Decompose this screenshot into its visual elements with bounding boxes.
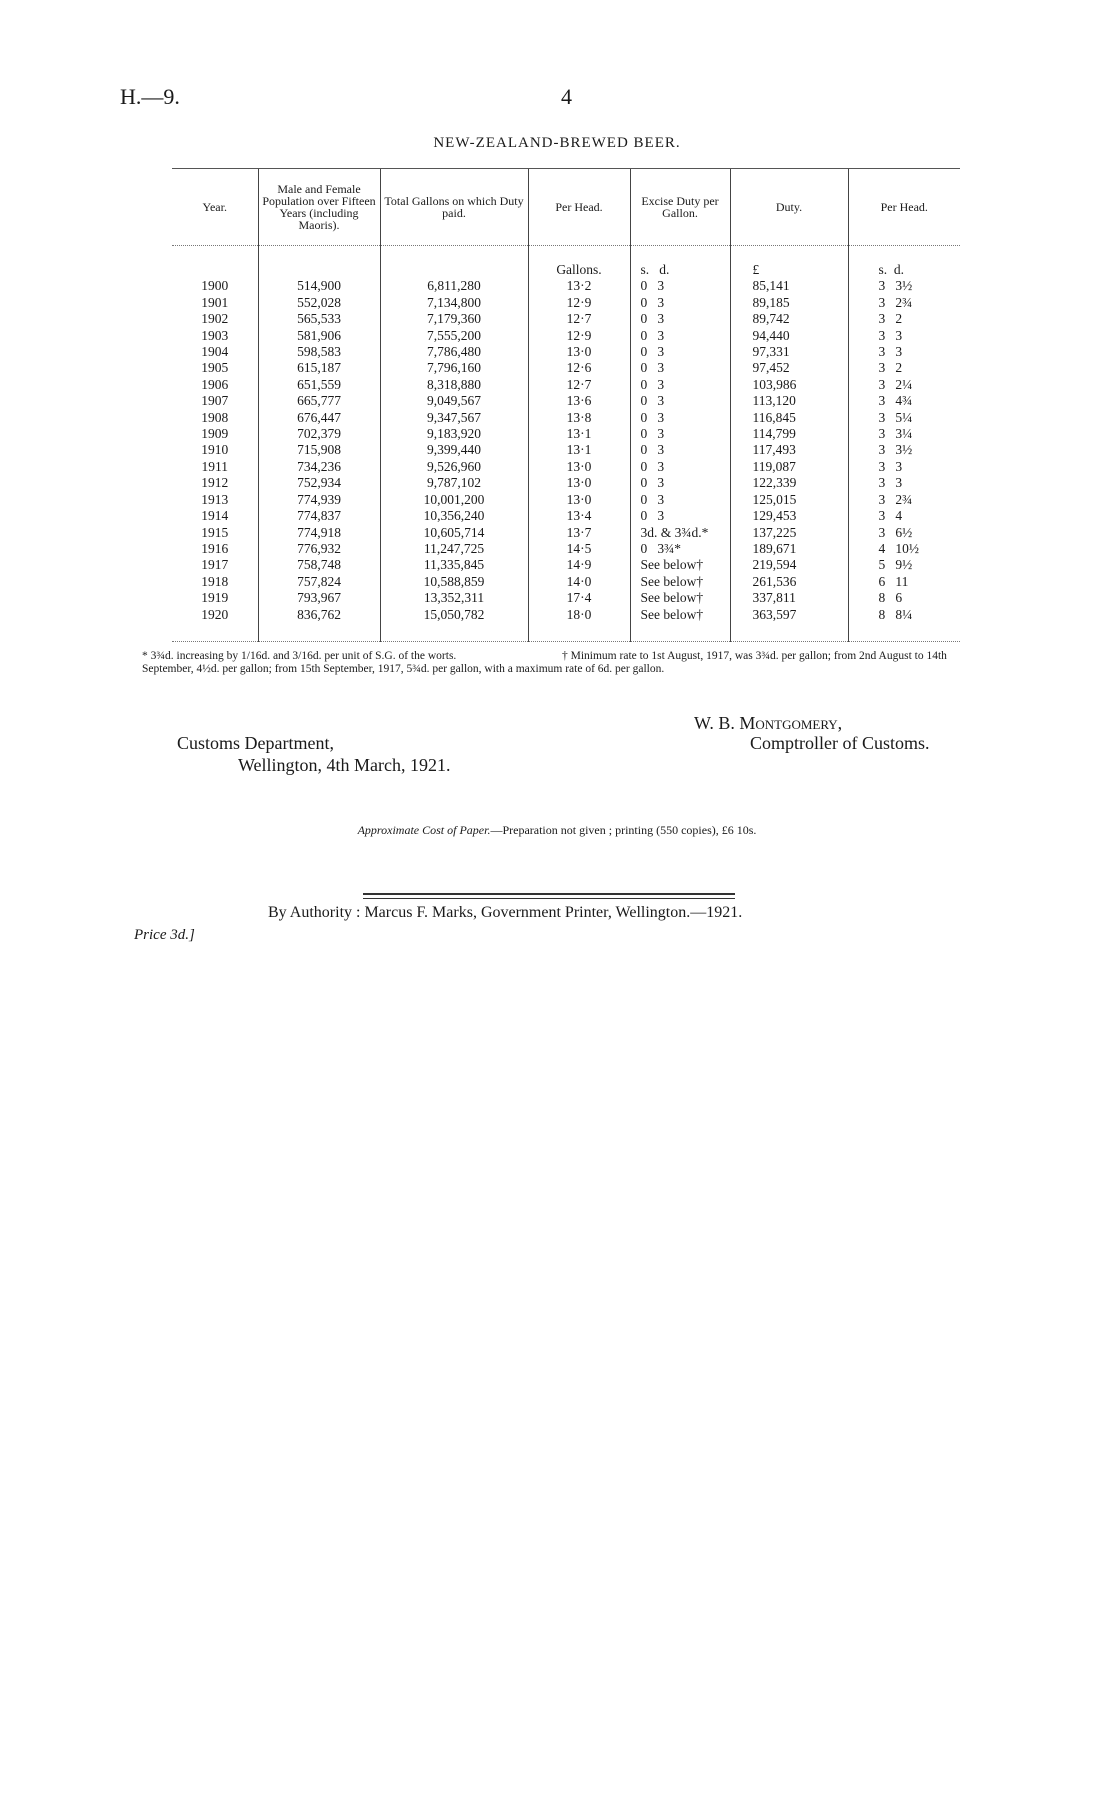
- cell-population: 702,379: [258, 426, 380, 442]
- cell-total-gallons: 9,049,567: [380, 393, 528, 409]
- cell-duty: 122,339: [730, 475, 848, 491]
- cell-per-head-gallons: 13·4: [528, 508, 630, 524]
- cell-per-head-duty: 3 2¼: [848, 377, 960, 393]
- cell-year: 1904: [201, 344, 229, 360]
- cell-excise-duty: 0 3: [630, 492, 730, 508]
- cell-year: 1911: [201, 458, 228, 474]
- cell-excise-duty: See below†: [630, 607, 730, 642]
- cell-per-head-duty: 3 4¾: [848, 393, 960, 409]
- cell-year: 1902: [201, 311, 229, 327]
- cell-year: 1907: [201, 393, 229, 409]
- cell-population: 651,559: [258, 377, 380, 393]
- department: Customs Department,: [177, 733, 334, 753]
- cell-excise-duty: 0 3: [630, 410, 730, 426]
- unit-shillings-pence: s. d.: [848, 246, 960, 279]
- table-row: [172, 442, 960, 458]
- cell-per-head-duty: 3 4: [848, 508, 960, 524]
- cell-total-gallons: 9,787,102: [380, 475, 528, 491]
- cell-population: 752,934: [258, 475, 380, 491]
- cell-year: 1901: [201, 294, 229, 310]
- cell-population: 793,967: [258, 590, 380, 606]
- cell-duty: 116,845: [730, 410, 848, 426]
- cell-total-gallons: 9,399,440: [380, 442, 528, 458]
- cell-population: 776,932: [258, 541, 380, 557]
- cell-total-gallons: 11,335,845: [380, 557, 528, 573]
- cell-per-head-gallons: 13·2: [528, 278, 630, 294]
- cell-year: 1920: [172, 607, 258, 642]
- cell-population: 676,447: [258, 410, 380, 426]
- signer-title: Comptroller of Customs.: [750, 733, 930, 753]
- cell-excise-duty: 0 3: [630, 311, 730, 327]
- cell-total-gallons: 10,001,200: [380, 492, 528, 508]
- cell-per-head-duty: 4 10½: [848, 541, 960, 557]
- cell-per-head-gallons: 13·0: [528, 492, 630, 508]
- cell-per-head-duty: 3 2: [848, 360, 960, 376]
- table-row: [172, 459, 960, 475]
- table-row: [172, 426, 960, 442]
- cell-year: 1912: [201, 475, 229, 491]
- cell-per-head-gallons: 12·9: [528, 295, 630, 311]
- cell-year: 1914: [201, 508, 229, 524]
- footnote-dagger: † Minimum rate to 1st August, 1917, was 3¾d. per gallon; from 2nd August to 14th September, 4½d. per gallon; from 15th September, 1917, 5¾d. per gallon, with a maximum rate of 6d. per gallon.: [142, 650, 947, 675]
- col-header-duty: Duty.: [730, 169, 848, 246]
- cell-total-gallons: 10,605,714: [380, 525, 528, 541]
- cell-per-head-duty: 3 3: [848, 344, 960, 360]
- cell-year: 1913: [201, 491, 229, 507]
- cell-per-head-duty: 3 2: [848, 311, 960, 327]
- cell-population: 514,900: [258, 278, 380, 294]
- cell-per-head-duty: 3 3: [848, 459, 960, 475]
- cell-year: 1916: [201, 540, 229, 556]
- page-number: 4: [561, 84, 572, 109]
- cell-population: 774,939: [258, 492, 380, 508]
- cell-per-head-gallons: 13·0: [528, 344, 630, 360]
- cell-excise-duty: 0 3: [630, 442, 730, 458]
- cell-excise-duty: See below†: [630, 590, 730, 606]
- cell-duty: 114,799: [730, 426, 848, 442]
- cell-duty: 125,015: [730, 492, 848, 508]
- cell-total-gallons: 10,356,240: [380, 508, 528, 524]
- cell-population: 552,028: [258, 295, 380, 311]
- table-row: [172, 344, 960, 360]
- cell-duty: 137,225: [730, 525, 848, 541]
- cell-duty: 89,742: [730, 311, 848, 327]
- cell-excise-duty: 0 3: [630, 295, 730, 311]
- table-header-row: [172, 169, 960, 246]
- table-row: [172, 607, 960, 642]
- cell-total-gallons: 7,555,200: [380, 328, 528, 344]
- cell-total-gallons: 7,134,800: [380, 295, 528, 311]
- cell-year: 1919: [201, 590, 229, 606]
- cell-year: 1905: [201, 360, 229, 376]
- table-row: [172, 410, 960, 426]
- cell-total-gallons: 8,318,880: [380, 377, 528, 393]
- cell-year: 1910: [201, 442, 229, 458]
- cell-excise-duty: See below†: [630, 574, 730, 590]
- cell-per-head-gallons: 17·4: [528, 590, 630, 606]
- cell-population: 836,762: [258, 607, 380, 642]
- cell-per-head-duty: 3 6½: [848, 525, 960, 541]
- cell-duty: 261,536: [730, 574, 848, 590]
- unit-cell: [380, 246, 528, 279]
- cell-per-head-gallons: 13·8: [528, 410, 630, 426]
- cell-duty: 94,440: [730, 328, 848, 344]
- cell-total-gallons: 7,179,360: [380, 311, 528, 327]
- cell-per-head-gallons: 12·9: [528, 328, 630, 344]
- cell-excise-duty: 0 3: [630, 278, 730, 294]
- table-row: [172, 475, 960, 491]
- cell-per-head-gallons: 14·0: [528, 574, 630, 590]
- cell-per-head-gallons: 13·7: [528, 525, 630, 541]
- cell-total-gallons: 10,588,859: [380, 574, 528, 590]
- cell-duty: 363,597: [730, 607, 848, 642]
- cell-per-head-duty: 5 9½: [848, 557, 960, 573]
- cell-per-head-gallons: 14·5: [528, 541, 630, 557]
- cell-excise-duty: 0 3: [630, 360, 730, 376]
- cell-population: 598,583: [258, 344, 380, 360]
- cell-year: 1903: [201, 327, 229, 343]
- cell-population: 734,236: [258, 459, 380, 475]
- divider-rule: [363, 893, 735, 895]
- cell-total-gallons: 6,811,280: [380, 278, 528, 294]
- cell-duty: 129,453: [730, 508, 848, 524]
- col-header-excise-duty: Excise Duty per Gallon.: [630, 169, 730, 246]
- cell-per-head-gallons: 12·6: [528, 360, 630, 376]
- cell-per-head-duty: 3 3: [848, 475, 960, 491]
- cost-text: —Preparation not given ; printing (550 copies), £6 10s.: [490, 823, 757, 837]
- table-row: [172, 377, 960, 393]
- cell-population: 774,918: [258, 525, 380, 541]
- cell-excise-duty: 0 3: [630, 475, 730, 491]
- signer-name: W. B. Montgomery,: [694, 713, 843, 733]
- cell-per-head-duty: 6 11: [848, 574, 960, 590]
- unit-cell: [172, 246, 258, 279]
- cell-excise-duty: 0 3: [630, 459, 730, 475]
- cell-year: 1917: [201, 557, 229, 573]
- divider-rule-thin: [363, 898, 735, 899]
- cell-duty: 117,493: [730, 442, 848, 458]
- cell-population: 565,533: [258, 311, 380, 327]
- cell-excise-duty: 0 3¾*: [630, 541, 730, 557]
- cell-excise-duty: 3d. & 3¾d.*: [630, 525, 730, 541]
- cell-per-head-duty: 8 8¼: [848, 607, 960, 642]
- cell-excise-duty: 0 3: [630, 426, 730, 442]
- cell-year: 1909: [201, 426, 229, 442]
- cell-per-head-gallons: 13·1: [528, 442, 630, 458]
- cell-per-head-gallons: 12·7: [528, 377, 630, 393]
- cell-excise-duty: See below†: [630, 557, 730, 573]
- cost-of-paper: [0, 823, 1114, 838]
- table-row: [172, 311, 960, 327]
- cell-year: 1906: [201, 376, 229, 392]
- col-header-population: Male and Female Population over Fifteen Years (including Maoris).: [258, 169, 380, 246]
- cell-year: 1900: [201, 278, 229, 294]
- place-and-date: Wellington, 4th March, 1921.: [238, 755, 451, 775]
- cell-total-gallons: 11,247,725: [380, 541, 528, 557]
- cell-per-head-gallons: 13·0: [528, 475, 630, 491]
- cell-total-gallons: 9,347,567: [380, 410, 528, 426]
- cell-excise-duty: 0 3: [630, 328, 730, 344]
- footnote-asterisk: * 3¾d. increasing by 1/16d. and 3/16d. per unit of S.G. of the worts.: [142, 650, 457, 662]
- cell-per-head-gallons: 13·6: [528, 393, 630, 409]
- cell-total-gallons: 13,352,311: [380, 590, 528, 606]
- col-header-year: Year.: [172, 169, 258, 246]
- cell-year: 1915: [201, 524, 229, 540]
- table-row: [172, 590, 960, 606]
- cell-population: 581,906: [258, 328, 380, 344]
- unit-shillings-pence: s. d.: [630, 246, 730, 279]
- table-row: [172, 393, 960, 409]
- col-header-per-head-gallons: Per Head.: [528, 169, 630, 246]
- cell-excise-duty: 0 3: [630, 393, 730, 409]
- table-row: [172, 574, 960, 590]
- cell-duty: 337,811: [730, 590, 848, 606]
- cell-population: 615,187: [258, 360, 380, 376]
- document-reference: H.—9.: [120, 84, 180, 109]
- cell-per-head-gallons: 13·1: [528, 426, 630, 442]
- cell-total-gallons: 9,526,960: [380, 459, 528, 475]
- beer-statistics-table: [172, 168, 960, 642]
- cell-population: 758,748: [258, 557, 380, 573]
- cell-excise-duty: 0 3: [630, 344, 730, 360]
- cell-duty: 85,141: [730, 278, 848, 294]
- cost-label: Approximate Cost of Paper.: [357, 823, 491, 837]
- table-row: [172, 295, 960, 311]
- cell-per-head-duty: 3 2¾: [848, 295, 960, 311]
- cell-population: 757,824: [258, 574, 380, 590]
- price: Price 3d.]: [134, 927, 195, 943]
- table-title: NEW-ZEALAND-BREWED BEER.: [433, 135, 681, 151]
- table-row: [172, 328, 960, 344]
- table-row: [172, 278, 960, 294]
- table-row: [172, 492, 960, 508]
- cell-year: 1908: [201, 409, 229, 425]
- cell-duty: 97,331: [730, 344, 848, 360]
- cell-excise-duty: 0 3: [630, 377, 730, 393]
- cell-duty: 119,087: [730, 459, 848, 475]
- cell-per-head-duty: 3 2¾: [848, 492, 960, 508]
- printer-authority: By Authority : Marcus F. Marks, Government Printer, Wellington.—1921.: [268, 904, 743, 921]
- footnotes: [142, 650, 972, 675]
- cell-total-gallons: 7,786,480: [380, 344, 528, 360]
- cell-per-head-duty: 3 5¼: [848, 410, 960, 426]
- cell-per-head-duty: 8 6: [848, 590, 960, 606]
- unit-pounds: £: [730, 246, 848, 279]
- cell-per-head-duty: 3 3½: [848, 442, 960, 458]
- cell-per-head-gallons: 13·0: [528, 459, 630, 475]
- cell-total-gallons: 15,050,782: [380, 607, 528, 642]
- cell-population: 774,837: [258, 508, 380, 524]
- table-row: [172, 360, 960, 376]
- table-row: [172, 525, 960, 541]
- cell-per-head-gallons: 14·9: [528, 557, 630, 573]
- unit-cell: [258, 246, 380, 279]
- col-header-per-head-duty: Per Head.: [848, 169, 960, 246]
- cell-duty: 103,986: [730, 377, 848, 393]
- cell-per-head-duty: 3 3½: [848, 278, 960, 294]
- cell-duty: 89,185: [730, 295, 848, 311]
- cell-per-head-gallons: 18·0: [528, 607, 630, 642]
- table-row: [172, 508, 960, 524]
- table-row: [172, 557, 960, 573]
- cell-duty: 113,120: [730, 393, 848, 409]
- cell-excise-duty: 0 3: [630, 508, 730, 524]
- unit-gallons: Gallons.: [528, 246, 630, 279]
- units-row: [172, 246, 960, 279]
- cell-per-head-duty: 3 3¼: [848, 426, 960, 442]
- cell-total-gallons: 7,796,160: [380, 360, 528, 376]
- cell-population: 715,908: [258, 442, 380, 458]
- cell-duty: 97,452: [730, 360, 848, 376]
- cell-per-head-gallons: 12·7: [528, 311, 630, 327]
- table-row: [172, 541, 960, 557]
- cell-population: 665,777: [258, 393, 380, 409]
- col-header-total-gallons: Total Gallons on which Duty paid.: [380, 169, 528, 246]
- cell-per-head-duty: 3 3: [848, 328, 960, 344]
- cell-year: 1918: [201, 573, 229, 589]
- cell-total-gallons: 9,183,920: [380, 426, 528, 442]
- cell-duty: 189,671: [730, 541, 848, 557]
- cell-duty: 219,594: [730, 557, 848, 573]
